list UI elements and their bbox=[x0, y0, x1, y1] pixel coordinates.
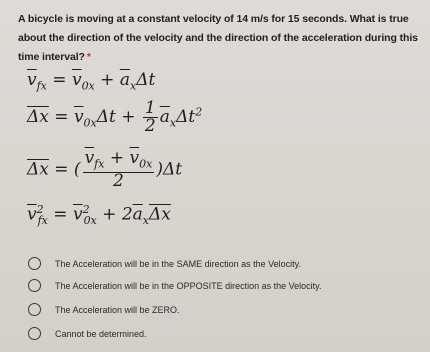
formula-term: $\overline{v}$ bbox=[71, 70, 82, 90]
radio-button[interactable] bbox=[28, 279, 41, 292]
fraction-denominator: 2 bbox=[144, 116, 156, 136]
formula-operator: = bbox=[47, 204, 73, 225]
formula-fraction bbox=[143, 100, 158, 135]
formula-term: Δt bbox=[176, 107, 196, 127]
formula-term: $\overline{\Delta x}$ bbox=[27, 159, 49, 180]
formula-subscript: fx bbox=[36, 79, 47, 93]
formula-superscript: 2 bbox=[195, 105, 203, 119]
formula-term: $\overline{\Delta x}$ bbox=[149, 204, 171, 225]
formula-superscript: 2 bbox=[82, 203, 90, 216]
radio-button[interactable] bbox=[28, 327, 41, 340]
option-label: The Acceleration will be in the OPPOSITE direction as the Velocity. bbox=[55, 280, 322, 291]
formula-operator: = bbox=[48, 107, 74, 127]
formula-displacement-acceleration bbox=[27, 100, 202, 135]
fraction-numerator bbox=[83, 150, 155, 173]
formula-subscript: fx bbox=[37, 214, 48, 228]
formula-subscript: 0x bbox=[83, 214, 97, 228]
formula-term: $\overline{a}$ bbox=[159, 107, 170, 127]
formula-term: $\overline{a}$ bbox=[119, 70, 130, 90]
option-zero[interactable] bbox=[28, 303, 180, 316]
question-prompt: A bicycle is moving at a constant velocity of 14 m/s for 15 seconds. What is true about the direction of the velocity and the direction of the acceleration during this time interval? bbox=[18, 13, 418, 63]
option-same-direction[interactable] bbox=[28, 257, 301, 270]
formula-velocity-squared bbox=[27, 203, 171, 227]
formula-term: $\overline{v}$ bbox=[129, 148, 140, 168]
formula-term: $\overline{\Delta x}$ bbox=[27, 107, 49, 127]
formula-fraction bbox=[83, 150, 155, 190]
formula-subscript: x bbox=[169, 116, 177, 130]
formula-term: $\overline{v}$ bbox=[73, 107, 84, 127]
formula-operator: + bbox=[104, 148, 130, 168]
formula-subscript: 0x bbox=[139, 157, 153, 171]
question-text bbox=[18, 10, 426, 67]
fraction-numerator: 1 bbox=[144, 98, 156, 118]
option-label: The Acceleration will be ZERO. bbox=[55, 304, 180, 315]
formula-term: $\overline{v}$ bbox=[84, 148, 95, 168]
fraction-denominator: 2 bbox=[113, 171, 124, 192]
formula-term: $\overline{v}$ bbox=[27, 204, 37, 225]
formula-subscript: fx bbox=[94, 157, 105, 171]
formula-operator: + bbox=[94, 70, 120, 90]
radio-button[interactable] bbox=[28, 303, 41, 316]
formula-term: $\overline{v}$ bbox=[27, 70, 37, 90]
formula-superscript: 2 bbox=[36, 203, 44, 216]
radio-button[interactable] bbox=[28, 257, 41, 270]
formula-subscript: 0x bbox=[83, 116, 97, 130]
option-cannot-determine[interactable] bbox=[28, 327, 147, 340]
formula-displacement-average bbox=[27, 150, 182, 190]
formula-term: $\overline{v}$ bbox=[72, 204, 83, 225]
formula-operator: = ( bbox=[48, 159, 81, 180]
formula-operator: + 2 bbox=[96, 204, 133, 225]
formula-term: Δt bbox=[136, 70, 156, 90]
option-label: The Acceleration will be in the SAME direction as the Velocity. bbox=[55, 258, 301, 269]
formula-term: )Δt bbox=[156, 159, 183, 180]
formula-subscript: x bbox=[142, 214, 149, 228]
option-opposite-direction[interactable] bbox=[28, 279, 321, 292]
formula-subscript: 0x bbox=[81, 79, 95, 93]
formula-subscript: x bbox=[129, 79, 137, 93]
formula-term: $\overline{a}$ bbox=[132, 204, 143, 225]
formula-term: Δt + bbox=[96, 107, 141, 127]
formula-final-velocity bbox=[27, 70, 155, 92]
option-label: Cannot be determined. bbox=[55, 328, 147, 339]
formula-operator: = bbox=[46, 70, 72, 90]
required-marker: * bbox=[86, 51, 91, 63]
